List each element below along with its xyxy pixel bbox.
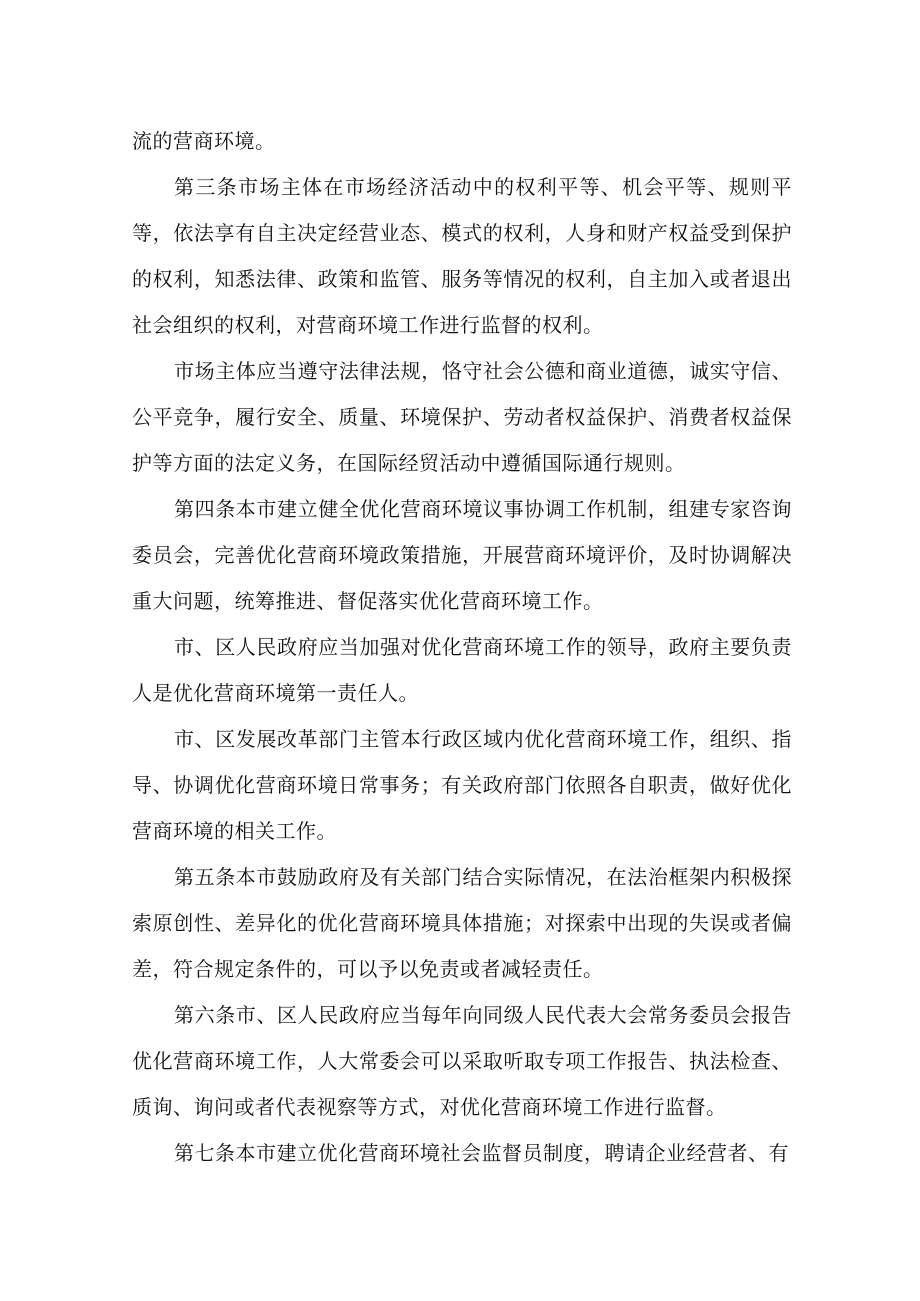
paragraph-development-reform-departments: 市、区发展改革部门主管本行政区域内优化营商环境工作，组织、指导、协调优化营商环境日常事务；有关政府部门依照各自职责，做好优化营商环境的相关工作。 [132,727,792,843]
paragraph-article-6: 第六条市、区人民政府应当每年向同级人民代表大会常务委员会报告优化营商环境工作，人大常委会可以采取听取专项工作报告、执法检查、质询、询问或者代表视察等方式，对优化营商环境工作进行监督。 [132,1003,792,1119]
paragraph-market-entity-obligations: 市场主体应当遵守法律法规，恪守社会公德和商业道德，诚实守信、公平竞争，履行安全、质量、环境保护、劳动者权益保护、消费者权益保护等方面的法定义务，在国际经贸活动中遵循国际通行规则。 [132,359,792,475]
paragraph-article-4: 第四条本市建立健全优化营商环境议事协调工作机制，组建专家咨询委员会，完善优化营商环境政策措施，开展营商环境评价，及时协调解决重大问题，统筹推进、督促落实优化营商环境工作。 [132,497,792,613]
paragraph-article-7: 第七条本市建立优化营商环境社会监督员制度，聘请企业经营者、有 [174,1141,789,1165]
paragraph-government-leadership: 市、区人民政府应当加强对优化营商环境工作的领导，政府主要负责人是优化营商环境第一责任人。 [132,635,792,705]
document-body [132,118,792,1176]
paragraph-article-3: 第三条市场主体在市场经济活动中的权利平等、机会平等、规则平等，依法享有自主决定经营业态、模式的权利，人身和财产权益受到保护的权利，知悉法律、政策和监管、服务等情况的权利，自主加入或者退出社会组织的权利，对营商环境工作进行监督的权利。 [132,175,792,337]
paragraph-continuation: 流的营商环境。 [132,129,276,153]
paragraph-article-5: 第五条本市鼓励政府及有关部门结合实际情况，在法治框架内积极探索原创性、差异化的优化营商环境具体措施；对探索中出现的失误或者偏差，符合规定条件的，可以予以免责或者减轻责任。 [132,865,792,981]
